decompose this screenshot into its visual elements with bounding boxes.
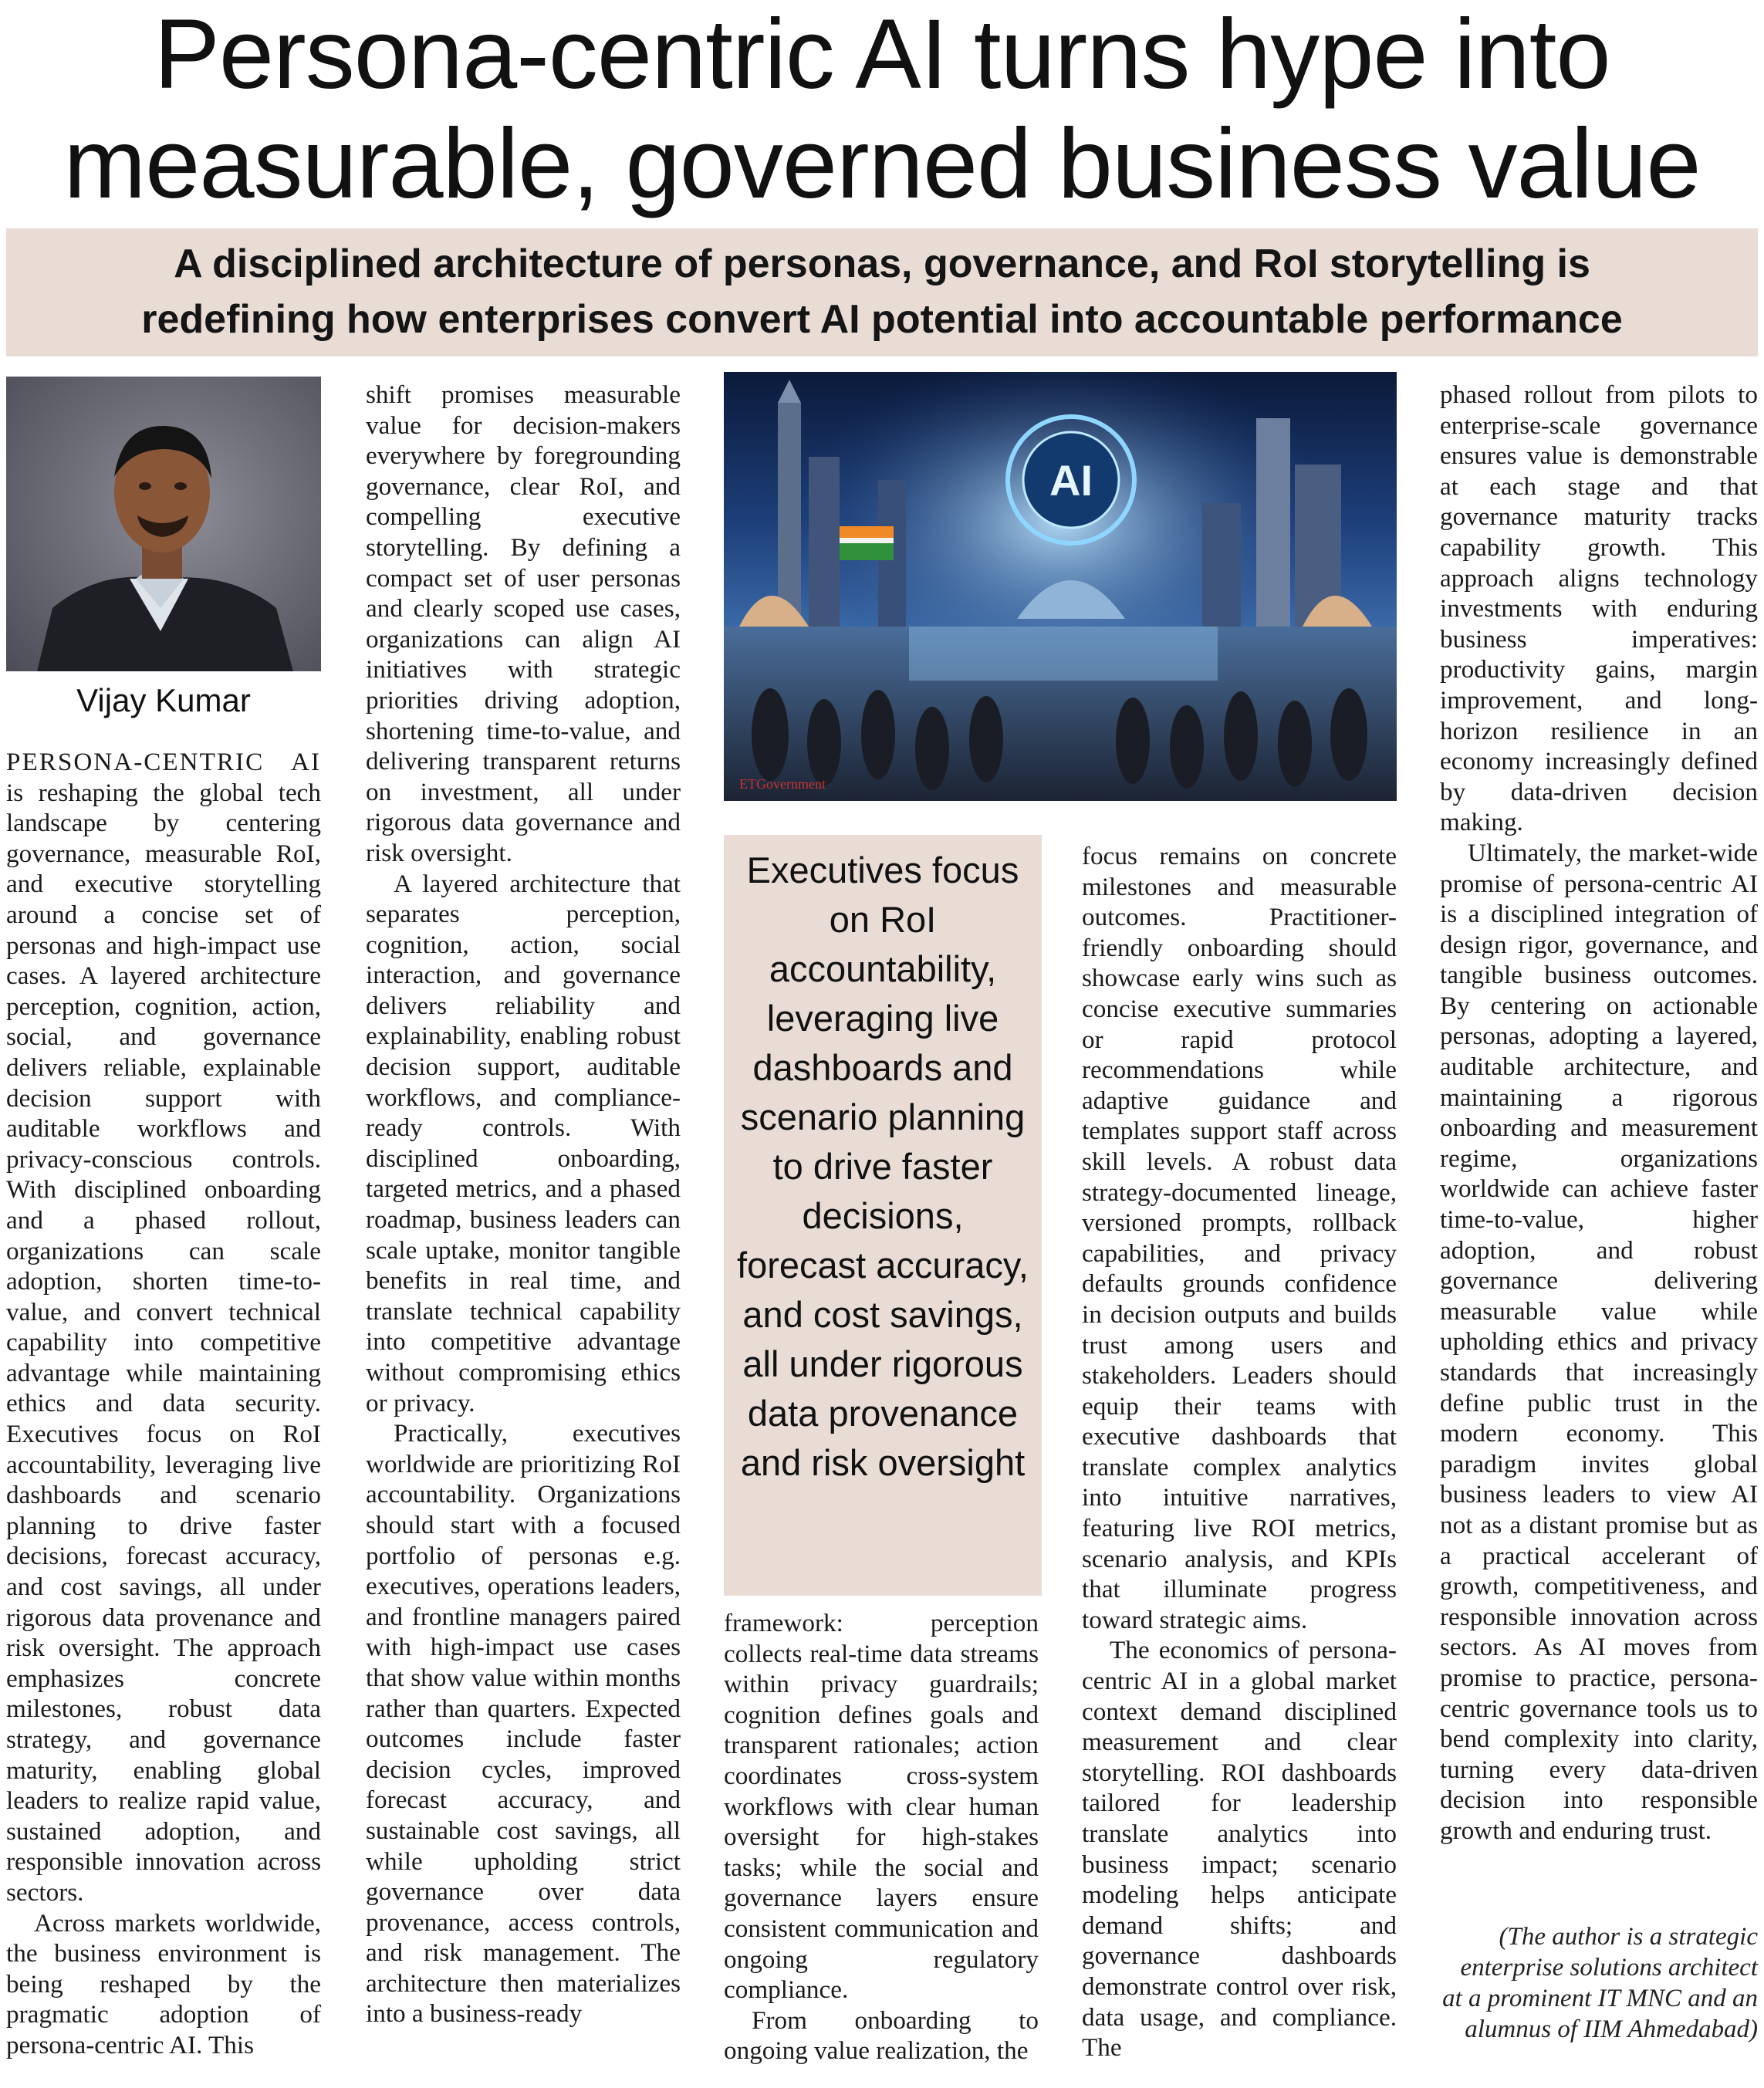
deck-line-2: redefining how enterprises convert AI potential into accountable performance	[141, 297, 1623, 342]
article-column-1	[6, 747, 321, 2088]
article-paragraph-5: From onboarding to ongoing value realization, the	[724, 2005, 1039, 2066]
headline	[0, 0, 1764, 224]
author-note: (The author is a strategic enterprise solutions architect at a prominent IT MNC and an alumnus of IIM Ahmedabad)	[1442, 1923, 1758, 2043]
pull-quote: Executives focus on RoI accountability, leveraging live dashboards and scenario planning to drive faster decisions, forecast accuracy, and cost savings, all under rigorous data provenance and risk oversight	[724, 835, 1042, 1596]
headline-line-1: Persona-centric AI turns hype into	[154, 0, 1610, 110]
ai-label: AI	[1049, 456, 1093, 505]
author-name: Vijay Kumar	[76, 682, 251, 718]
author-photo	[6, 377, 321, 671]
author-portrait-illustration	[6, 377, 321, 671]
article-kicker: PERSONA-CENTRIC AI	[6, 748, 321, 776]
article-column-4	[1082, 841, 1397, 2088]
article-paragraph-2: Across markets worldwide, the business environment is being reshaped by the pragmatic adoption of persona-centric AI. This	[6, 1908, 321, 2059]
headline-line-2: measurable, governed business value	[63, 109, 1701, 219]
article-paragraph-4: Practically, executives worldwide are prioritizing RoI accountability. Organizations should start with a focused portfolio of personas e.g. executives, operations leaders, and frontline managers paired with high-impact use cases that show value within months rather than quarters. Expected outcomes include faster decision cycles, improved forecast accuracy, and sustainable cost savings, all while upholding strict governance over data provenance, access controls, and risk management. The architecture then materializes into a business-ready	[366, 1419, 681, 2029]
article-column-3	[724, 1608, 1039, 2088]
article-paragraph-3: A layered architecture that separates perception, cognition, action, social interaction, and governance delivers reliability and explainability, enabling robust decision support, auditable workflows, and compliance-ready controls. With disciplined onboarding, targeted metrics, and a phased roadmap, business leaders can scale uptake, monitor tangible benefits in real time, and translate technical capability into competitive advantage without compromising ethics or privacy.	[366, 869, 681, 1417]
article-paragraph-1	[6, 747, 321, 1908]
ai-city-illustration	[724, 372, 1397, 801]
article-hero-image	[724, 372, 1397, 801]
article-paragraph-7: Ultimately, the market-wide promise of persona-centric AI is a disciplined integration of design rigor, governance, and tangible business outcomes. By centering on actionable personas, adopting a layered, auditable architecture, and maintaining a rigorous onboarding and measurement regime, organizations worldwide can achieve faster time-to-value, higher adoption, and robust governance delivering measurable value while upholding ethics and privacy standards that increasingly define public trust in the modern economy. This paradigm invites global business leaders to view AI not as a distant promise but as a practical accelerant of growth, competitiveness, and responsible innovation across sectors. As AI moves from promise to practice, persona-centric governance tools us to bend complexity into clarity, turning every data-driven decision into responsible growth and enduring trust.	[1440, 838, 1758, 1845]
deck-line-1: A disciplined architecture of personas, governance, and RoI storytelling is	[174, 242, 1590, 286]
article-column-2	[366, 380, 681, 2088]
article-paragraph-4-continued: framework: perception collects real-time data streams within privacy guardrails; cognition defines goals and transparent rationales; action coordinates cross-system workflows with clear human oversight for high-stakes tasks; while the social and governance layers ensure consistent communication and ongoing regulatory compliance.	[724, 1609, 1039, 2005]
article-paragraph-6-continued: phased rollout from pilots to enterprise-scale governance ensures value is demonstrable at each stage and that governance maturity tracks capability growth. This approach aligns technology investments with enduring business imperatives: productivity gains, margin improvement, and long-horizon resilience in an economy increasingly defined by data-driven decision making.	[1440, 380, 1758, 837]
article-paragraph-6: The economics of persona-centric AI in a global market context demand disciplined measurement and clear storytelling. ROI dashboards tailored for leadership translate analytics into business impact; scenario modeling helps anticipate demand shifts; and governance dashboards demonstrate control over risk, data usage, and compliance. The	[1082, 1636, 1397, 2063]
article-column-5	[1440, 380, 1758, 1915]
deck	[6, 228, 1758, 356]
article-paragraph-2-continued: shift promises measurable value for decision-makers everywhere by foregrounding governance, clear RoI, and compelling executive storytelling. By defining a compact set of user personas and clearly scoped use cases, organizations can align AI initiatives with strategic priorities driving adoption, shortening time-to-value, and delivering transparent returns on investment, all under rigorous data governance and risk oversight.	[366, 380, 681, 867]
image-credit: ETGovernment	[739, 776, 826, 792]
article-paragraph-1-text: is reshaping the global tech landscape by centering governance, measurable RoI, and executive storytelling around a concise set of personas and high-impact use cases. A layered architecture perception, cognition, action, social, and governance delivers reliable, explainable decision support with auditable workflows and privacy-conscious controls. With disciplined onboarding and a phased rollout, organizations can scale adoption, shorten time-to-value, and convert technical capability into competitive advantage while maintaining ethics and data security. Executives focus on RoI accountability, leveraging live dashboards and scenario planning to drive faster decisions, forecast accuracy, and cost savings, all under rigorous data provenance and risk oversight. The approach emphasizes concrete milestones, robust data strategy, and governance maturity, enabling global leaders to realize rapid value, sustained adoption, and responsible innovation across sectors.	[6, 778, 321, 1907]
article-paragraph-5-continued: focus remains on concrete milestones and measurable outcomes. Practitioner-friendly onboarding should showcase early wins such as concise executive summaries or rapid protocol recommendations while adaptive guidance and templates support staff across skill levels. A robust data strategy-documented lineage, versioned prompts, rollback capabilities, and privacy defaults grounds confidence in decision outputs and builds trust among users and stakeholders. Leaders should equip their teams with executive dashboards that translate complex analytics into intuitive narratives, featuring live ROI metrics, scenario analysis, and KPIs that illuminate progress toward strategic aims.	[1082, 842, 1397, 1634]
